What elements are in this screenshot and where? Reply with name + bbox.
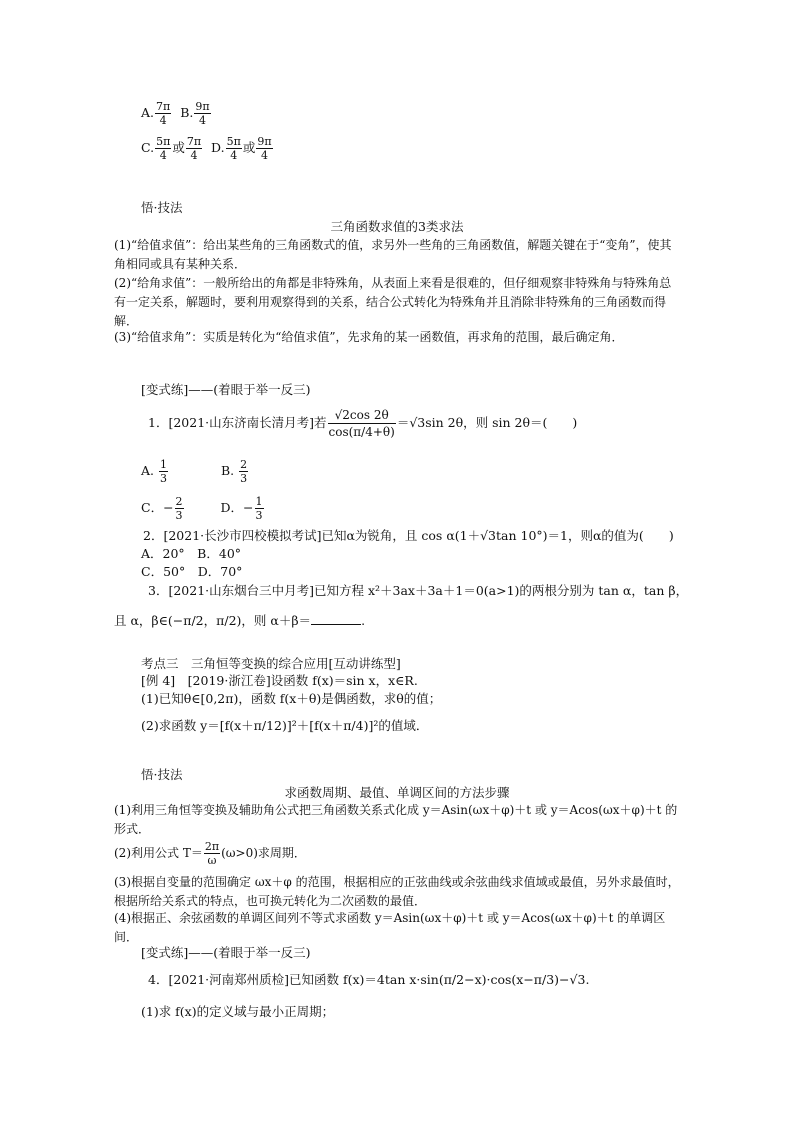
answer-blank[interactable] [311, 612, 361, 625]
option-a-fraction: $\frac{7\pi}{4}$ [156, 100, 171, 127]
question-2: 2．[2021·长沙市四校模拟考试]已知α为锐角，且 cos α(1＋√3tan 10°)＝1，则α的值为( ) [143, 528, 674, 543]
option-c-label: C. [141, 140, 155, 155]
question-1-fraction: $\frac{√2\cos 2\theta}{\cos(\pi/4+\theta)}$ [328, 408, 395, 439]
kaodian-title: 考点三 三角恒等变换的综合应用[互动讲练型] [141, 656, 401, 671]
question-1-options-cd: C．− $\frac{2}{3}$ D．− $\frac{1}{3}$ [141, 495, 263, 522]
question-4-part-1: (1)求 f(x)的定义域与最小正周期； [141, 1004, 335, 1019]
option-b-label: B. [180, 105, 194, 120]
practice-header-2: [变式练]——(着眼于举一反三) [141, 945, 311, 960]
option-c-fraction-2: $\frac{7\pi}{4}$ [186, 135, 202, 162]
question-2-options-cd: C．50° D．70° [141, 564, 243, 579]
question-2-options-ab: A．20° B．40° [141, 546, 242, 561]
question-4: 4．[2021·河南郑州质检]已知函数 f(x)＝4tan x·sin(π/2−x)·cos(x−π/3)−√3. [148, 972, 590, 987]
question-1: 1．[2021·山东济南长清月考]若 $\frac{√2\cos 2\theta}{\cos(\pi/4+\theta)}$ ＝√3sin 2θ，则 sin 2θ＝( ) [148, 408, 578, 439]
option-d-fraction-1: $\frac{5\pi}{4}$ [226, 135, 241, 162]
question-3-line-1: 3．[2021·山东烟台三中月考]已知方程 x²＋3ax＋3a＋1＝0(a>1)的两根分别为 tan α，tan β， [148, 583, 689, 598]
question-3-line-2: 且 α，β∈(−π/2，π/2)，则 α＋β＝ . [114, 613, 366, 628]
skill2-paragraph-3: (3)根据自变量的范围确定 ωx＋φ 的范围，根据相应的正弦曲线或余弦曲线求值域或最值，另外求最值时，根据所给关系式的特点，也可换元转化为二次函数的最值． [114, 875, 680, 908]
skill1-paragraph-2: (2)“给角求值”：一般所给出的角都是非特殊角，从表面上来看是很难的，但仔细观察非特殊角与特殊角总有一定关系，解题时，要利用观察得到的关系，结合公式转化为特殊角并且消除非特殊角的三角函数而得解． [114, 276, 672, 328]
option-b-fraction: $\frac{9\pi}{4}$ [195, 100, 210, 127]
skill-title-1: 三角函数求值的3类求法 [330, 219, 464, 234]
example-4-part-2: (2)求函数 y＝[f(x＋π/12)]²＋[f(x＋π/4)]²的值域． [141, 718, 429, 733]
skill-label-1: 悟·技法 [141, 200, 183, 215]
option-row-cd: C. $\frac{5\pi}{4}$ 或 $\frac{7\pi}{4}$ D. $\frac{5\pi}{4}$ 或 $\frac{9\pi}{4}$ [141, 135, 272, 162]
option-d-fraction-2: $\frac{9\pi}{4}$ [257, 135, 272, 162]
skill-title-2: 求函数周期、最值、单调区间的方法步骤 [284, 785, 510, 800]
option-d-label: D. [211, 140, 225, 155]
skill2-paragraph-2: (2)利用公式 T＝ $\frac{2\pi}{\omega}$ (ω>0)求周期． [114, 840, 306, 867]
skill2-paragraph-4: (4)根据正、余弦函数的单调区间列不等式求函数 y＝Asin(ωx＋φ)＋t 或 y＝Acos(ωx＋φ)＋t 的单调区间． [114, 911, 666, 944]
example-4: [例 4] [2019·浙江卷]设函数 f(x)＝sin x，x∈R. [141, 673, 418, 688]
option-row-ab [141, 100, 212, 127]
option-c-fraction-1: $\frac{5\pi}{4}$ [156, 135, 171, 162]
option-a-label: A. [141, 105, 155, 120]
skill1-paragraph-3: (3)“给值求角”：实质是转化为“给值求值”，先求角的某一函数值，再求角的范围，最后确定角． [114, 330, 624, 344]
skill2-paragraph-1: (1)利用三角恒等变换及辅助角公式把三角函数关系式化成 y＝Asin(ωx＋φ)＋t 或 y＝Acos(ωx＋φ)＋t 的形式． [114, 803, 678, 836]
practice-header-1: [变式练]——(着眼于举一反三) [141, 382, 311, 397]
example-4-part-1: (1)已知θ∈[0,2π)，函数 f(x＋θ)是偶函数，求θ的值； [141, 691, 442, 706]
skill1-paragraph-1: (1)“给值求值”：给出某些角的三角函数式的值，求另外一些角的三角函数值，解题关键在于“变角”，使其角相同或具有某种关系． [114, 238, 672, 271]
skill-label-2: 悟·技法 [141, 767, 183, 782]
question-1-options-ab: A. $\frac{1}{3}$ B. $\frac{2}{3}$ [141, 458, 248, 485]
